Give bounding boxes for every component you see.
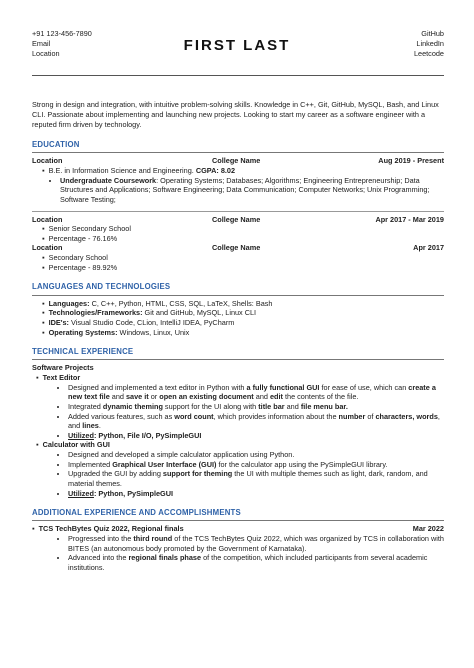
calculator-bullet-1: • Designed and developed a simple calculator application using Python. xyxy=(68,450,444,460)
text-editor-bullet-3: • Added various features, such as word count, which provides information about the number of characters, words, and lines. xyxy=(68,412,444,431)
edu1-coursework: • Undergraduate Coursework: Operating Systems; Databases; Algorithms; Engineering Entrepreneurship; Data Structures and Applications; Software Engineering; Data Communication; Computer Networks; Unix Programming; Software Testing; xyxy=(60,176,444,205)
additional-bullets xyxy=(32,534,444,573)
phone-text: +91 123-456-7890 xyxy=(32,29,92,38)
education-rule xyxy=(32,152,444,153)
edu1-college: College Name xyxy=(212,156,261,166)
text-editor-bullet-1: • Designed and implemented a text editor in Python with a fully functional GUI for ease of use, which can create a new text file and save it or open an existing document and edit the contents of the file. xyxy=(68,383,444,402)
calculator-bullets xyxy=(32,450,444,498)
leetcode-link[interactable]: Leetcode xyxy=(413,48,444,58)
header-divider xyxy=(32,75,444,76)
project-calculator: ▪ Calculator with GUI xyxy=(36,440,444,450)
additional-rule xyxy=(32,520,444,521)
calculator-utilized: • Utilized: Python, PySimpleGUI xyxy=(68,489,444,499)
edu3-college: College Name xyxy=(212,243,261,253)
edu2-location: Location xyxy=(32,214,63,224)
edu3-location: Location xyxy=(32,243,63,253)
education-entry-3 xyxy=(32,243,444,272)
edu3-dates: Apr 2017 xyxy=(413,243,444,253)
summary-paragraph: Strong in design and integration, with intuitive problem-solving skills. Knowledge in C++, Git, GitHub, MySQL, Bash, and Linux CLI. Passionate about implementing and launching new projects. Looking to start my career as a software engineer with a reputed firm driven by technology. xyxy=(32,100,439,130)
lang-item-technologies: ▪ Technologies/Frameworks: Git and GitHub, MySQL, Linux CLI xyxy=(42,308,444,318)
github-link[interactable]: GitHub xyxy=(421,29,444,38)
additional-bullet-1: • Progressed into the third round of the TCS TechBytes Quiz 2022, which was organized by TCS in collaboration with BITES (an autonomous body promoted by the Government of Karnataka). xyxy=(68,534,444,553)
edu2-line1: ▪ Senior Secondary School xyxy=(42,224,444,234)
header-right-links xyxy=(414,29,444,59)
calculator-bullet-2: • Implemented Graphical User Interface (GUI) for the calculator app using the PySimpleGUI library. xyxy=(68,460,444,470)
languages-list xyxy=(32,299,444,338)
location-text: Location xyxy=(32,48,60,58)
technical-heading: TECHNICAL EXPERIENCE xyxy=(32,347,134,357)
languages-heading: LANGUAGES AND TECHNOLOGIES xyxy=(32,282,171,292)
additional-entry-date: Mar 2022 xyxy=(412,524,444,534)
software-projects-subtitle: Software Projects xyxy=(32,363,94,373)
technical-rule xyxy=(32,359,444,360)
additional-heading: ADDITIONAL EXPERIENCE AND ACCOMPLISHMENTS xyxy=(32,508,241,518)
education-divider-1 xyxy=(32,211,444,212)
edu3-line1: ▪ Secondary School xyxy=(42,253,444,263)
edu1-dates: Aug 2019 - Present xyxy=(378,156,444,166)
edu2-dates: Apr 2017 - Mar 2019 xyxy=(375,214,444,224)
edu1-degree: ▪ B.E. in Information Science and Engineering. CGPA: 8.02 xyxy=(42,166,444,176)
linkedin-link[interactable]: LinkedIn xyxy=(416,38,444,48)
text-editor-bullet-2: • Integrated dynamic theming support for the UI along with title bar and file menu bar. xyxy=(68,402,444,412)
text-editor-utilized: • Utilized: Python, File I/O, PySimpleGUI xyxy=(68,431,444,441)
edu3-line2: ▪ Percentage - 89.92% xyxy=(42,263,444,273)
lang-item-ides: ▪ IDE's: Visual Studio Code, CLion, IntelliJ IDEA, PyCharm xyxy=(42,318,444,328)
education-heading: EDUCATION xyxy=(32,140,80,150)
education-entry-1 xyxy=(32,156,444,204)
lang-item-languages: ▪ Languages: C, C++, Python, HTML, CSS, SQL, LaTeX, Shells: Bash xyxy=(42,299,444,309)
lang-item-os: ▪ Operating Systems: Windows, Linux, Unix xyxy=(42,328,444,338)
languages-rule xyxy=(32,295,444,296)
text-editor-bullets xyxy=(32,383,444,441)
additional-entry-title: ▪ TCS TechBytes Quiz 2022, Regional finals xyxy=(32,524,184,534)
education-entry-2 xyxy=(32,215,444,244)
calculator-bullet-3: • Upgraded the GUI by adding support for theming the UI with multiple themes such as light, dark, random, and material themes. xyxy=(68,469,444,488)
edu2-college: College Name xyxy=(212,214,261,224)
additional-bullet-2: • Advanced into the regional finals phase of the competition, which included participants from several academic institutions. xyxy=(68,553,444,572)
additional-entry-header xyxy=(32,524,444,534)
edu2-line2: ▪ Percentage - 76.16% xyxy=(42,234,444,244)
candidate-name: FIRST LAST xyxy=(183,37,291,54)
edu1-location: Location xyxy=(32,156,63,166)
project-text-editor: ▪ Text Editor xyxy=(36,373,444,383)
email-link[interactable]: Email xyxy=(32,38,51,48)
